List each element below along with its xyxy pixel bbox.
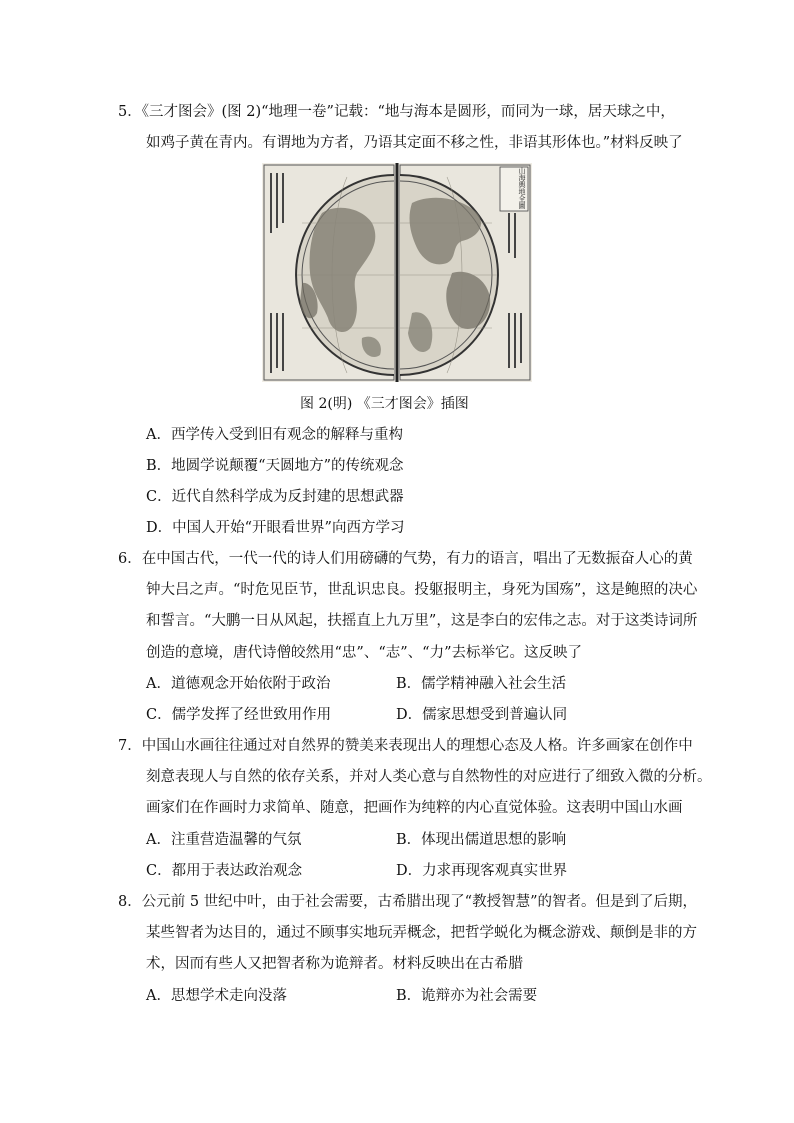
q6-stem-line4: 创造的意境，唐代诗僧皎然用“忠”、“志”、“力”去标举它。这反映了 <box>146 645 582 661</box>
q8-stem-line2: 某些智者为达目的，通过不顾事实地玩弄概念，把哲学蜕化为概念游戏、颠倒是非的方 <box>146 925 697 941</box>
q8-stem-line3: 术，因而有些人又把智者称为诡辩者。材料反映出在古希腊 <box>146 956 523 972</box>
q5-option-b: B．地圆学说颠覆“天圆地方”的传统观念 <box>146 458 404 474</box>
q6-option-d: D．儒家思想受到普遍认同 <box>396 707 568 723</box>
q8-option-b: B．诡辩亦为社会需要 <box>396 988 538 1004</box>
figure-caption: 图 2(明) 《三才图会》插图 <box>300 396 469 412</box>
q5-stem-line2: 如鸡子黄在青内。有谓地为方者，乃语其定面不移之性，非语其形体也。”材料反映了 <box>146 135 683 151</box>
q5-option-d: D．中国人开始“开眼看世界”向西方学习 <box>146 520 405 536</box>
q6-option-a: A．道德观念开始依附于政治 <box>146 676 331 692</box>
q7-option-b: B．体现出儒道思想的影响 <box>396 832 567 848</box>
q7-stem-line3: 画家们在作画时力求简单、随意，把画作为纯粹的内心直觉体验。这表明中国山水画 <box>146 800 683 816</box>
q6-stem-line3: 和誓言。“大鹏一日从风起，扶摇直上九万里”，这是李白的宏伟之志。对于这类诗词所 <box>146 613 698 629</box>
q6-stem-line1: 6．在中国古代，一代一代的诗人们用磅礴的气势，有力的语言，唱出了无数振奋人心的黄 <box>118 551 693 567</box>
q7-option-a: A．注重营造温馨的气氛 <box>146 832 302 848</box>
q7-option-c: C．都用于表达政治观念 <box>146 863 303 879</box>
q6-option-b: B．儒学精神融入社会生活 <box>396 676 567 692</box>
q5-stem-line1: 5．《三才图会》(图 2)“地理一卷”记载：“地与海本是圆形，而同为一球，居天球之中， <box>118 104 675 120</box>
q7-stem-line2: 刻意表现人与自然的依存关系，并对人类心意与自然物性的对应进行了细致入微的分析。 <box>146 769 712 785</box>
q6-stem-line2: 钟大吕之声。“时危见臣节，世乱识忠良。投躯报明主，身死为国殇”，这是鲍照的决心 <box>146 582 698 598</box>
q8-stem-line1: 8．公元前 5 世纪中叶，由于社会需要，古希腊出现了“教授智慧”的智者。但是到了后期， <box>118 894 697 910</box>
q6-option-c: C．儒学发挥了经世致用作用 <box>146 707 332 723</box>
q7-option-d: D．力求再现客观真实世界 <box>396 863 568 879</box>
world-map-illustration <box>262 163 532 382</box>
q5-option-c: C．近代自然科学成为反封建的思想武器 <box>146 489 404 505</box>
map-figure <box>262 163 532 382</box>
q5-option-a: A．西学传入受到旧有观念的解释与重构 <box>146 427 403 443</box>
map-title: 山海輿地全圖 <box>518 167 526 209</box>
q8-option-a: A．思想学术走向没落 <box>146 988 287 1004</box>
q7-stem-line1: 7．中国山水画往往通过对自然界的赞美来表现出人的理想心态及人格。许多画家在创作中 <box>118 738 693 754</box>
